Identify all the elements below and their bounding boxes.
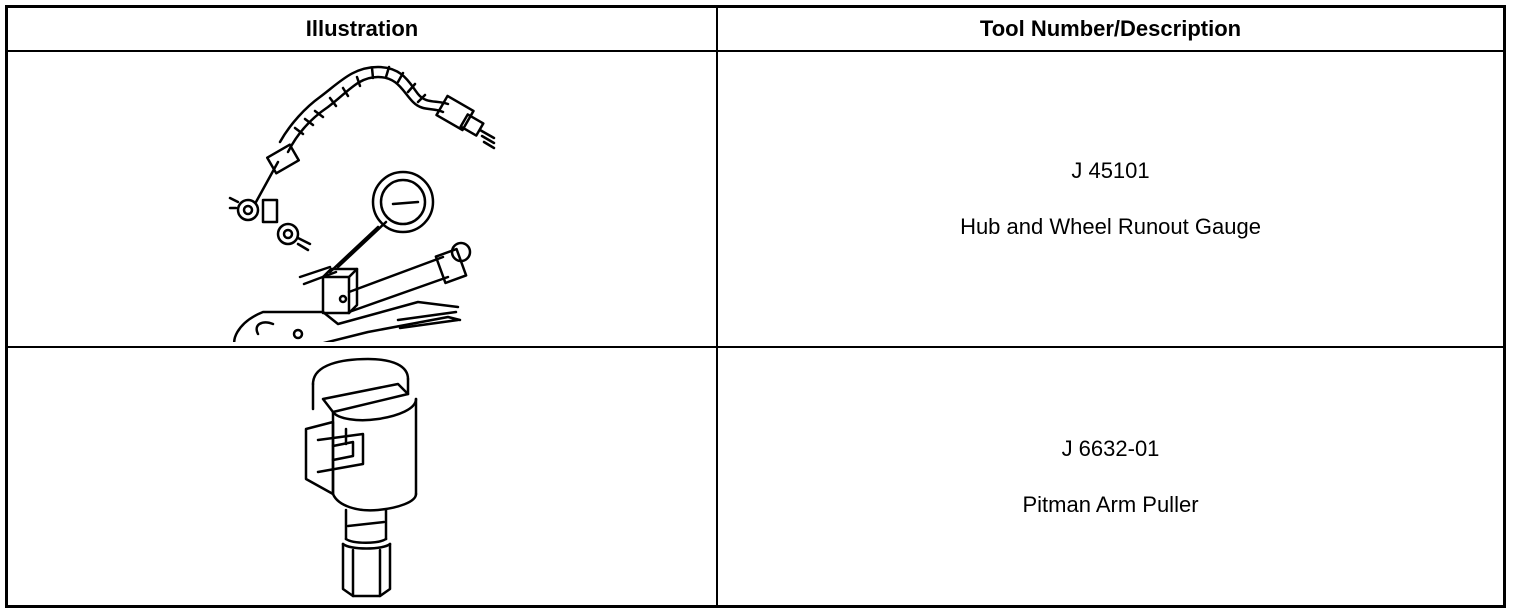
illustration-cell <box>8 52 716 346</box>
tool-description-cell <box>718 348 1503 605</box>
pitman-arm-puller-icon <box>298 354 428 600</box>
tool-description: Pitman Arm Puller <box>1022 491 1199 517</box>
table-row <box>8 348 1503 605</box>
tool-number: J 6632-01 <box>1061 435 1160 461</box>
table-header <box>8 8 1503 52</box>
tool-description: Hub and Wheel Runout Gauge <box>960 214 1261 239</box>
illustration-cell <box>8 348 716 605</box>
table-row <box>8 52 1503 348</box>
column-divider <box>716 8 718 605</box>
tool-number: J 45101 <box>1071 158 1150 183</box>
header-tool-description: Tool Number/Description <box>979 16 1242 41</box>
tool-table <box>5 5 1506 608</box>
runout-gauge-icon <box>218 62 518 342</box>
tool-description-cell <box>718 52 1503 346</box>
header-illustration: Illustration <box>305 16 419 41</box>
